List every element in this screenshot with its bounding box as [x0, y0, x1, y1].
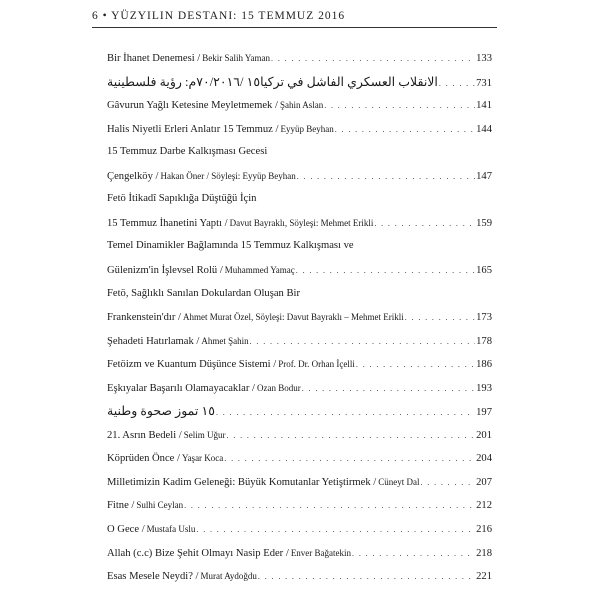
toc-entry-page-number: 201: [476, 429, 492, 441]
dot-leader: [216, 404, 475, 422]
toc-entry: [107, 355, 492, 373]
dot-leader: [439, 75, 475, 93]
toc-entry-title: Gâvurun Yağlı Ketesine Meyletmemek /: [107, 100, 278, 112]
toc-entry: [107, 544, 492, 562]
toc-entry-author: Muhammed Yamaç: [224, 264, 295, 275]
toc-entry-title: Çengelköy /: [107, 170, 159, 182]
toc-entry: [107, 120, 492, 138]
toc-entry-author: Davut Bayraklı, Söyleşi: Mehmet Erikli: [229, 217, 374, 228]
toc-entry: [107, 261, 492, 279]
toc-entry-author: Selim Uğur: [183, 429, 226, 440]
toc-entry: [107, 520, 492, 538]
toc-entry-page-number: 731: [476, 77, 492, 89]
toc-entry: [107, 332, 492, 350]
header-page-number: 6: [92, 10, 99, 22]
toc-entry: [107, 473, 492, 491]
toc-entry-title: Eşkıyalar Başarılı Olamayacaklar /: [107, 382, 255, 394]
toc-entry-title: ١٥ تموز صحوة وطنية: [107, 404, 215, 419]
dot-leader: [420, 474, 475, 492]
toc-entry-page-number: 207: [476, 476, 492, 488]
toc-entry-page-number: 212: [476, 500, 492, 512]
dot-leader: [196, 521, 475, 539]
toc-entry: [107, 379, 492, 397]
dot-leader: [302, 380, 475, 398]
toc-entry-title: Fetö, Sağlıklı Sanılan Dokulardan Oluşan Bir: [107, 287, 301, 299]
toc-entry-title: Fetö İtikadî Sapıklığa Düştüğü İçin: [107, 193, 257, 205]
toc-entry-title: Temel Dinamikler Bağlamında 15 Temmuz Kalkışması ve: [107, 240, 354, 252]
dot-leader: [258, 568, 475, 586]
toc-entry-title: Esas Mesele Neydi? /: [107, 571, 199, 583]
toc-heading-line: [107, 237, 492, 255]
header-bullet: •: [102, 10, 108, 22]
dot-leader: [227, 427, 476, 445]
toc-entry-author: Ahmet Şahin: [201, 335, 249, 346]
toc-entry-page-number: 141: [476, 100, 492, 112]
toc-entry-author: Hakan Öner / Söyleşi: Eyyüp Beyhan: [160, 170, 296, 181]
toc-entry: [107, 73, 492, 91]
toc-entry-author: Ahmet Murat Özel, Söyleşi: Davut Bayraklı – Mehmet Erikli: [183, 312, 404, 323]
toc-entry-page-number: 193: [476, 382, 492, 394]
toc-entry-author: Bekir Salih Yaman: [202, 53, 271, 63]
dot-leader: [271, 50, 475, 68]
toc-entry-page-number: 197: [476, 407, 492, 419]
toc-entry-page-number: 133: [476, 53, 492, 64]
toc-entry-title: O Gece /: [107, 524, 145, 535]
toc-entry: [107, 96, 492, 114]
dot-leader: [224, 450, 475, 468]
dot-leader: [184, 497, 475, 515]
toc-entry-title: Frankenstein'dır /: [107, 312, 181, 324]
dot-leader: [374, 215, 475, 233]
toc-entry-title: Şehadeti Hatırlamak /: [107, 335, 200, 347]
toc-entry-page-number: 204: [476, 453, 492, 465]
toc-entry-title: Köprüden Önce /: [107, 453, 180, 465]
toc-entry-author: Murat Aydoğdu: [200, 571, 257, 582]
toc-entry: [107, 402, 492, 420]
toc-entry: [107, 426, 492, 444]
dot-leader: [335, 121, 475, 139]
toc-entry: [107, 449, 492, 467]
toc-entry-page-number: 221: [476, 571, 492, 583]
toc-entry-author: Prof. Dr. Orhan İçelli: [278, 359, 355, 370]
toc-entry-title: Fitne /: [107, 500, 135, 512]
dot-leader: [250, 333, 475, 351]
toc-entry-title: Halis Niyetli Erleri Anlatır 15 Temmuz /: [107, 123, 279, 135]
toc-entry-page-number: 216: [476, 524, 492, 535]
toc-heading-line: [107, 143, 492, 161]
toc-entry-page-number: 165: [476, 264, 492, 276]
toc-entry: [107, 49, 492, 67]
toc-entry-page-number: 147: [476, 170, 492, 182]
toc-entry-author: Sulhi Ceylan: [136, 500, 184, 511]
toc-entry-page-number: 218: [476, 547, 492, 559]
toc-entry-author: Cüneyt Dal: [378, 476, 420, 487]
toc-entry-author: Eyyüp Beyhan: [280, 123, 334, 134]
toc-entry: [107, 308, 492, 326]
toc-entry: [107, 214, 492, 232]
toc-entry-author: Enver Bağatekin: [290, 547, 352, 558]
dot-leader: [297, 168, 475, 186]
dot-leader: [405, 309, 475, 327]
toc-entry-page-number: 186: [476, 359, 492, 371]
toc-heading-line: [107, 285, 492, 303]
toc-entry-title: Fetöizm ve Kuantum Düşünce Sistemi /: [107, 359, 277, 371]
toc-entry-title: 15 Temmuz İhanetini Yaptı /: [107, 217, 228, 229]
toc-entry-page-number: 173: [476, 312, 492, 324]
toc-entry: [107, 567, 492, 585]
dot-leader: [356, 356, 475, 374]
toc-entry-author: Şahin Aslan: [279, 100, 324, 111]
toc-entry-title: Bir İhanet Denemesi /: [107, 53, 201, 64]
toc-entry-author: Mustafa Uslu: [146, 524, 196, 534]
toc-entry: [107, 496, 492, 514]
toc-entry-page-number: 144: [476, 123, 492, 135]
toc-entry-author: Yaşar Koca: [181, 453, 224, 464]
toc-entry-title: Gülenizm'in İşlevsel Rolü /: [107, 264, 223, 276]
toc-entry-title: Allah (c.c) Bize Şehit Olmayı Nasip Eder /: [107, 547, 289, 559]
toc-entry-author: Ozan Bodur: [256, 382, 301, 393]
toc-entry-title: Milletimizin Kadim Geleneği: Büyük Komutanlar Yetiştirmek /: [107, 476, 377, 488]
toc-entry-page-number: 178: [476, 335, 492, 347]
toc-entry-page-number: 159: [476, 217, 492, 229]
toc-heading-line: [107, 190, 492, 208]
toc-entry-title: الانقلاب العسكري الفاشل في تركيا١٥ /٧٠/٢٠١٦م: رؤية فلسطينية: [107, 74, 438, 89]
dot-leader: [296, 262, 475, 280]
toc-entry-title: 21. Asrın Bedeli /: [107, 429, 182, 441]
dot-leader: [324, 97, 475, 115]
toc-entry-title: 15 Temmuz Darbe Kalkışması Gecesi: [107, 146, 268, 158]
dot-leader: [352, 545, 475, 563]
toc-entry: [107, 167, 492, 185]
header-title: YÜZYILIN DESTANI: 15 TEMMUZ 2016: [111, 10, 346, 22]
